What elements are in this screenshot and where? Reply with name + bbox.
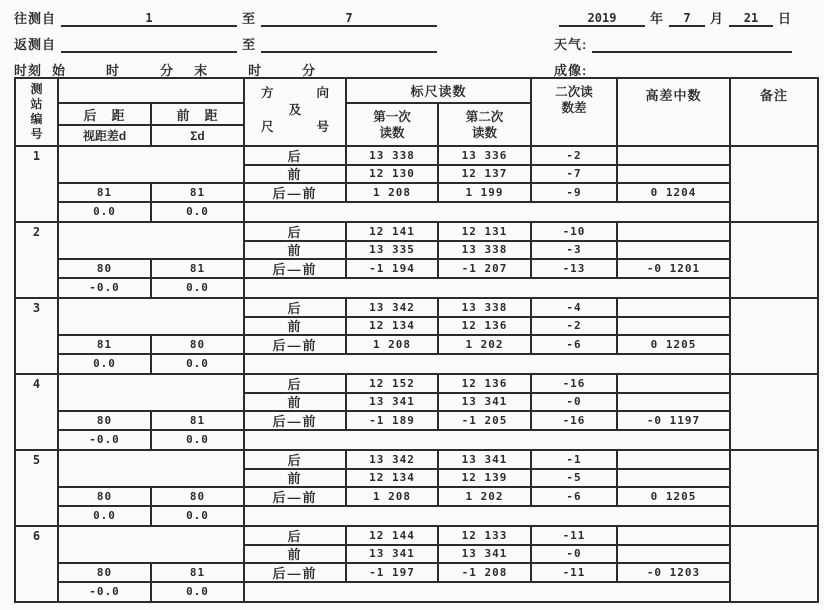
form-header-right: [554, 8, 816, 86]
date-year-value: 2019: [559, 11, 645, 27]
bmf-second-reading-diff: -13: [532, 260, 618, 279]
outbound-to-label: 至: [242, 11, 257, 26]
direction-label-back: 后: [245, 147, 347, 166]
sight-distance-diff-value: -0.0: [59, 583, 152, 602]
header-rod-reading: 标尺读数: [347, 79, 532, 104]
header-second-reading-diff-line1: 二次读: [555, 85, 593, 99]
remarks-cell: [731, 451, 817, 525]
header-mean-height-diff: 高差中数: [618, 79, 731, 145]
header-first-reading: [347, 104, 439, 145]
bmf-second-reading: -1 205: [439, 412, 532, 431]
fore-distance-value: 80: [152, 488, 245, 507]
header-distance-blank: [59, 79, 245, 104]
back-first-reading: 12 152: [347, 375, 439, 394]
bmf-second-reading-diff: -6: [532, 336, 618, 355]
fore-second-reading-diff: -0: [532, 394, 618, 413]
back-distance-value: 80: [59, 488, 152, 507]
fore-second-reading-diff: -7: [532, 166, 618, 185]
header-direction-and-rod: [245, 79, 347, 145]
date-day-value: 21: [729, 11, 773, 27]
header-first-reading-line2: 读数: [379, 125, 405, 140]
fore-mean-blank: [618, 242, 731, 261]
bmf-second-reading: 1 199: [439, 184, 532, 203]
outbound-line: [14, 8, 442, 27]
fore-distance-value: 80: [152, 336, 245, 355]
direction-char-ji: 及: [288, 103, 302, 117]
direction-label-back: 后: [245, 451, 347, 470]
time-hour2-label: 时: [248, 63, 263, 78]
sum-d-value: 0.0: [152, 431, 245, 450]
bottom-merged-blank: [245, 355, 731, 374]
direction-char-chi: 尺: [261, 120, 274, 134]
back-mean-blank: [618, 299, 731, 318]
back-mean-blank: [618, 223, 731, 242]
mean-height-diff-value: -0 1203: [618, 564, 731, 583]
bmf-second-reading-diff: -6: [532, 488, 618, 507]
remarks-cell: [731, 299, 817, 373]
time-minute2-label: 分: [302, 63, 317, 78]
bmf-second-reading-diff: -11: [532, 564, 618, 583]
date-line: [554, 8, 816, 27]
sum-d-value: 0.0: [152, 507, 245, 526]
fore-mean-blank: [618, 470, 731, 489]
distance-blank-cell: [59, 299, 245, 336]
header-first-reading-line1: 第一次: [373, 109, 411, 124]
direction-label-fore: 前: [245, 394, 347, 413]
direction-label-back: 后: [245, 375, 347, 394]
bottom-merged-blank: [245, 279, 731, 298]
fore-first-reading: 13 335: [347, 242, 439, 261]
bmf-first-reading: 1 208: [347, 336, 439, 355]
back-first-reading: 13 342: [347, 299, 439, 318]
back-mean-blank: [618, 527, 731, 546]
sight-distance-diff-value: -0.0: [59, 431, 152, 450]
station-blocks: [16, 147, 817, 601]
return-to-value: [261, 38, 437, 53]
fore-mean-blank: [618, 394, 731, 413]
weather-line: [554, 34, 816, 53]
table-header-row: [16, 79, 817, 147]
sight-distance-diff-value: 0.0: [59, 203, 152, 222]
remarks-cell: [731, 223, 817, 297]
mean-height-diff-value: 0 1204: [618, 184, 731, 203]
time-hour-label: 时: [106, 63, 121, 78]
bmf-second-reading-diff: -9: [532, 184, 618, 203]
back-mean-blank: [618, 451, 731, 470]
remarks-cell: [731, 147, 817, 221]
back-first-reading: 12 144: [347, 527, 439, 546]
direction-label-back-minus-fore: 后—前: [245, 336, 347, 355]
time-label: 时刻: [14, 63, 43, 78]
back-second-reading-diff: -1: [532, 451, 618, 470]
sight-distance-diff-value: 0.0: [59, 355, 152, 374]
form-header: [14, 8, 816, 86]
bmf-first-reading: -1 194: [347, 260, 439, 279]
fore-first-reading: 13 341: [347, 546, 439, 565]
station-number: 2: [16, 223, 59, 297]
leveling-table: [14, 77, 819, 603]
date-month-value: 7: [669, 11, 705, 27]
back-second-reading-diff: -16: [532, 375, 618, 394]
fore-mean-blank: [618, 166, 731, 185]
direction-label-back-minus-fore: 后—前: [245, 412, 347, 431]
sum-d-value: 0.0: [152, 355, 245, 374]
station-number: 6: [16, 527, 59, 601]
fore-second-reading: 13 341: [439, 546, 532, 565]
outbound-label: 往测自: [14, 11, 57, 26]
bottom-merged-blank: [245, 203, 731, 222]
fore-second-reading: 12 139: [439, 470, 532, 489]
direction-label-fore: 前: [245, 470, 347, 489]
date-day-label: 日: [778, 11, 793, 26]
date-month-label: 月: [710, 11, 725, 26]
sum-d-value: 0.0: [152, 203, 245, 222]
station-block: [16, 451, 817, 527]
header-remarks: 备注: [759, 88, 788, 103]
back-second-reading: 13 341: [439, 451, 532, 470]
bmf-second-reading: -1 207: [439, 260, 532, 279]
fore-second-reading-diff: -0: [532, 546, 618, 565]
back-distance-value: 80: [59, 412, 152, 431]
fore-first-reading: 12 130: [347, 166, 439, 185]
back-mean-blank: [618, 147, 731, 166]
back-first-reading: 13 338: [347, 147, 439, 166]
sum-d-value: 0.0: [152, 279, 245, 298]
bmf-second-reading-diff: -16: [532, 412, 618, 431]
distance-blank-cell: [59, 527, 245, 564]
header-second-reading-line1: 第二次: [465, 109, 504, 124]
fore-distance-value: 81: [152, 412, 245, 431]
direction-char-hao: 号: [316, 120, 329, 134]
direction-label-back-minus-fore: 后—前: [245, 184, 347, 203]
header-second-reading-diff-line2: 数差: [561, 101, 587, 115]
time-end-label: 末: [194, 63, 209, 78]
direction-char-xiang: 向: [316, 86, 329, 100]
fore-second-reading: 13 341: [439, 394, 532, 413]
fore-mean-blank: [618, 546, 731, 565]
bmf-first-reading: -1 197: [347, 564, 439, 583]
fore-second-reading-diff: -3: [532, 242, 618, 261]
back-second-reading: 13 336: [439, 147, 532, 166]
header-second-reading-line2: 读数: [471, 125, 497, 140]
outbound-to-value: 7: [261, 11, 437, 27]
remarks-cell: [731, 527, 817, 601]
mean-height-diff-value: -0 1201: [618, 260, 731, 279]
time-minute-label: 分: [160, 63, 175, 78]
sight-distance-diff-value: -0.0: [59, 279, 152, 298]
bmf-second-reading: -1 208: [439, 564, 532, 583]
station-block: [16, 299, 817, 375]
sum-d-value: 0.0: [152, 583, 245, 602]
fore-distance-value: 81: [152, 184, 245, 203]
direction-label-back: 后: [245, 299, 347, 318]
fore-mean-blank: [618, 318, 731, 337]
return-from-value: [61, 38, 237, 53]
fore-second-reading: 12 137: [439, 166, 532, 185]
direction-label-fore: 前: [245, 546, 347, 565]
imaging-label: 成像:: [554, 63, 588, 78]
fore-second-reading-diff: -2: [532, 318, 618, 337]
remarks-cell: [731, 375, 817, 449]
fore-second-reading: 13 338: [439, 242, 532, 261]
bmf-first-reading: -1 189: [347, 412, 439, 431]
direction-label-fore: 前: [245, 166, 347, 185]
back-mean-blank: [618, 375, 731, 394]
back-second-reading-diff: -2: [532, 147, 618, 166]
bmf-second-reading: 1 202: [439, 488, 532, 507]
station-number: 3: [16, 299, 59, 373]
bottom-merged-blank: [245, 507, 731, 526]
direction-label-back-minus-fore: 后—前: [245, 488, 347, 507]
mean-height-diff-value: 0 1205: [618, 488, 731, 507]
fore-distance-value: 81: [152, 260, 245, 279]
back-first-reading: 12 141: [347, 223, 439, 242]
direction-label-back: 后: [245, 527, 347, 546]
bmf-first-reading: 1 208: [347, 488, 439, 507]
time-start-label: 始: [52, 63, 67, 78]
fore-distance-value: 81: [152, 564, 245, 583]
header-fore-distance: 前 距: [152, 104, 245, 126]
header-station-number-text: 测站编号: [30, 82, 43, 141]
station-block: [16, 527, 817, 601]
fore-first-reading: 12 134: [347, 470, 439, 489]
return-line: [14, 34, 442, 53]
distance-blank-cell: [59, 147, 245, 184]
back-second-reading: 12 136: [439, 375, 532, 394]
bmf-first-reading: 1 208: [347, 184, 439, 203]
header-second-reading-diff: [532, 79, 618, 145]
back-second-reading-diff: -4: [532, 299, 618, 318]
back-second-reading: 12 133: [439, 527, 532, 546]
return-to-label: 至: [242, 37, 257, 52]
date-year-label: 年: [650, 11, 665, 26]
mean-height-diff-value: 0 1205: [618, 336, 731, 355]
bmf-second-reading: 1 202: [439, 336, 532, 355]
back-second-reading-diff: -10: [532, 223, 618, 242]
header-sum-d: Σd: [152, 126, 245, 145]
direction-line-2: [261, 119, 329, 136]
station-block: [16, 147, 817, 223]
direction-line-1: [261, 85, 329, 102]
station-block: [16, 375, 817, 451]
bottom-merged-blank: [245, 583, 731, 602]
direction-label-fore: 前: [245, 318, 347, 337]
weather-label: 天气:: [554, 37, 588, 52]
direction-char-fang: 方: [261, 86, 274, 100]
header-back-distance: 后 距: [59, 104, 152, 126]
distance-blank-cell: [59, 223, 245, 260]
station-block: [16, 223, 817, 299]
form-header-left: [14, 8, 442, 86]
station-number: 1: [16, 147, 59, 221]
sight-distance-diff-value: 0.0: [59, 507, 152, 526]
direction-label-back-minus-fore: 后—前: [245, 564, 347, 583]
station-number: 4: [16, 375, 59, 449]
bottom-merged-blank: [245, 431, 731, 450]
back-distance-value: 80: [59, 260, 152, 279]
return-label: 返测自: [14, 37, 57, 52]
direction-label-back-minus-fore: 后—前: [245, 260, 347, 279]
back-distance-value: 81: [59, 336, 152, 355]
fore-first-reading: 13 341: [347, 394, 439, 413]
direction-label-back: 后: [245, 223, 347, 242]
back-second-reading-diff: -11: [532, 527, 618, 546]
fore-first-reading: 12 134: [347, 318, 439, 337]
weather-value: [592, 38, 792, 53]
distance-blank-cell: [59, 375, 245, 412]
back-first-reading: 13 342: [347, 451, 439, 470]
fore-second-reading-diff: -5: [532, 470, 618, 489]
header-sight-distance-diff: 视距差d: [59, 126, 152, 145]
back-second-reading: 13 338: [439, 299, 532, 318]
fore-second-reading: 12 136: [439, 318, 532, 337]
back-second-reading: 12 131: [439, 223, 532, 242]
header-second-reading: [439, 104, 532, 145]
station-number: 5: [16, 451, 59, 525]
header-station-number: [16, 79, 59, 145]
distance-blank-cell: [59, 451, 245, 488]
outbound-from-value: 1: [61, 11, 237, 27]
direction-label-fore: 前: [245, 242, 347, 261]
back-distance-value: 81: [59, 184, 152, 203]
mean-height-diff-value: -0 1197: [618, 412, 731, 431]
back-distance-value: 80: [59, 564, 152, 583]
